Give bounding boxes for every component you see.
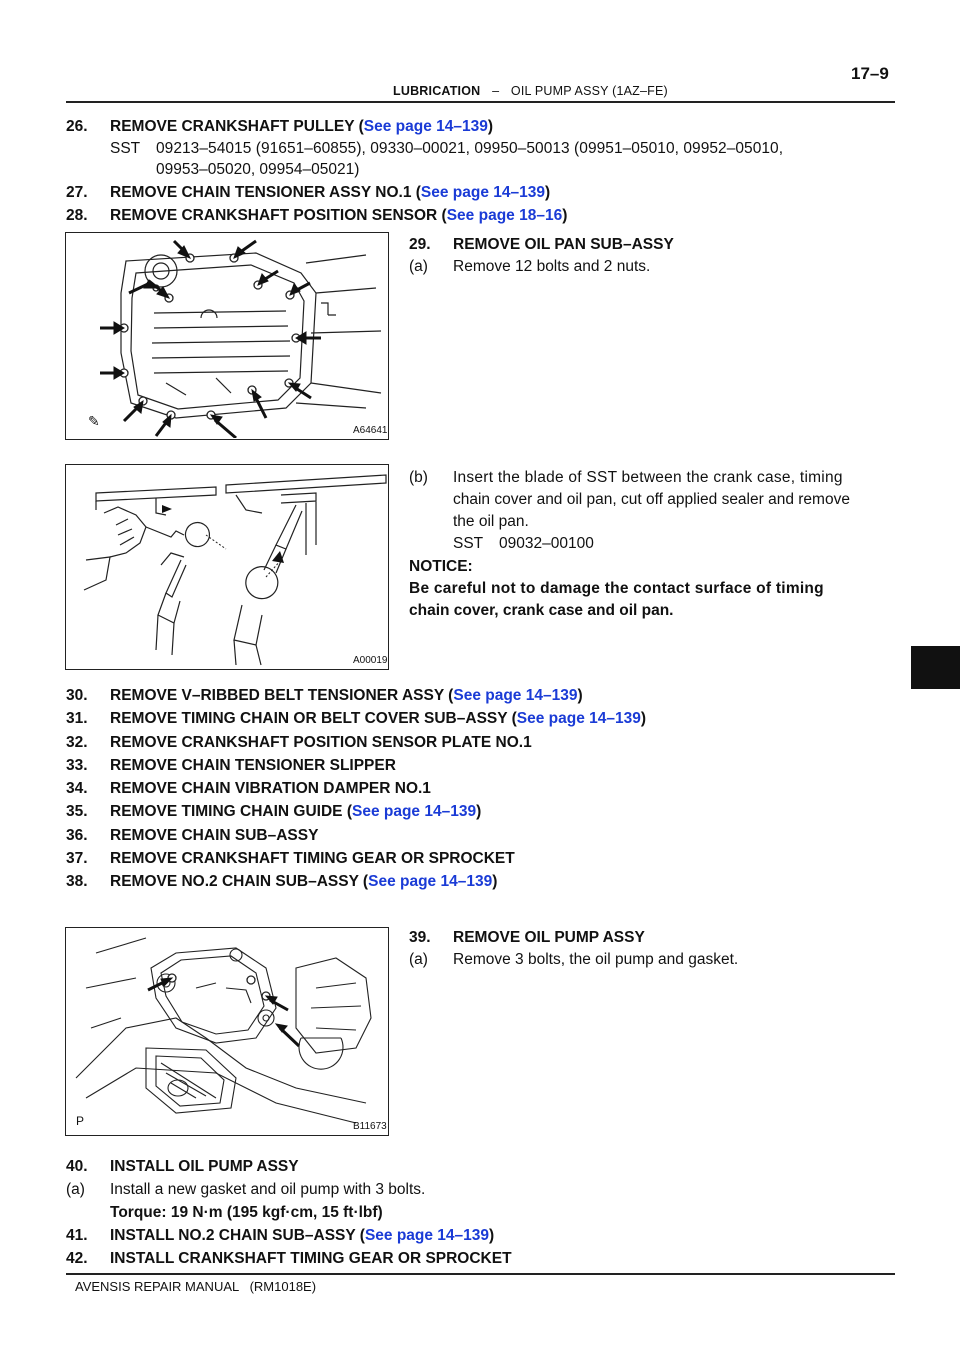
substep-text: Remove 12 bolts and 2 nuts.: [453, 258, 651, 275]
footer-text: AVENSIS REPAIR MANUAL (RM1018E): [75, 1279, 317, 1294]
step-29b-line2: chain cover and oil pan, cut off applied sealer and remove: [453, 491, 850, 508]
torque-spec: Torque: 19 N·m (195 kgf·cm, 15 ft·lbf): [110, 1204, 383, 1221]
step-29a: [409, 257, 651, 277]
oil-pump-figure: [65, 927, 389, 1136]
step-29b-line3: the oil pan.: [453, 513, 529, 530]
step-34: 34. REMOVE CHAIN VIBRATION DAMPER NO.1: [66, 780, 431, 797]
see-page-link[interactable]: See page 14–139: [363, 118, 488, 135]
sst-29b: [453, 534, 594, 554]
substep-label: (b): [409, 469, 428, 486]
notice-label: NOTICE:: [409, 558, 473, 575]
substep-label: (a): [409, 258, 428, 275]
step-29b: [409, 468, 843, 488]
step-32: 32. REMOVE CRANKSHAFT POSITION SENSOR PLATE NO.1: [66, 734, 532, 751]
section-name: LUBRICATION: [393, 84, 481, 98]
step-number: 26.: [66, 118, 88, 135]
step-38: 38. REMOVE NO.2 CHAIN SUB–ASSY (See page 14–139): [66, 873, 498, 890]
step-37: 37. REMOVE CRANKSHAFT TIMING GEAR OR SPROCKET: [66, 850, 515, 867]
pencil-mark-icon: ✎: [88, 413, 100, 429]
sst-blade-drawing: [66, 465, 387, 668]
header-rule: [66, 101, 895, 103]
step-29: [409, 235, 674, 255]
sst-26: [110, 139, 784, 159]
step-36: 36. REMOVE CHAIN SUB–ASSY: [66, 827, 319, 844]
oil-pan-figure: [65, 232, 389, 440]
step-33: 33. REMOVE CHAIN TENSIONER SLIPPER: [66, 757, 396, 774]
step-28: 28. REMOVE CRANKSHAFT POSITION SENSOR (See page 18–16): [66, 207, 568, 224]
subsection-name: OIL PUMP ASSY (1AZ–FE): [510, 84, 668, 98]
step-27: 27. REMOVE CHAIN TENSIONER ASSY NO.1 (See page 14–139): [66, 184, 551, 201]
figure-code: B11673: [353, 1121, 387, 1132]
section-header: [393, 84, 668, 98]
see-page-link[interactable]: See page 14–139: [351, 803, 477, 820]
sst-values-line1: 09213–54015 (91651–60855), 09330–00021, 09950–50013 (09951–05010, 09952–05010,: [156, 140, 784, 157]
step-number: 29.: [409, 236, 431, 253]
step-number: 28.: [66, 207, 88, 224]
step-26: 26. REMOVE CRANKSHAFT PULLEY (See page 14–139): [66, 118, 494, 135]
oil-pump-drawing: [66, 928, 387, 1134]
step-text: REMOVE CRANKSHAFT PULLEY (: [110, 118, 364, 135]
substep-text: Remove 3 bolts, the oil pump and gasket.: [453, 951, 739, 968]
step-39: [409, 928, 645, 948]
footer-rule: [66, 1273, 895, 1275]
step-text: REMOVE CRANKSHAFT POSITION SENSOR (: [110, 207, 447, 224]
step-41: 41. INSTALL NO.2 CHAIN SUB–ASSY (See page 14–139): [66, 1227, 495, 1244]
see-page-link[interactable]: See page 14–139: [368, 873, 493, 890]
see-page-link[interactable]: See page 14–139: [420, 184, 546, 201]
see-page-link[interactable]: See page 14–139: [453, 687, 578, 704]
step-number: 27.: [66, 184, 88, 201]
step-text: REMOVE OIL PAN SUB–ASSY: [453, 236, 674, 253]
step-40: 40. INSTALL OIL PUMP ASSY: [66, 1158, 299, 1175]
oil-pan-drawing: [66, 233, 387, 438]
step-number: 39.: [409, 929, 431, 946]
header-separator: –: [492, 84, 500, 98]
section-tab-marker: [911, 646, 960, 689]
notice-line2: chain cover, crank case and oil pan.: [409, 602, 674, 619]
substep-label: (a): [409, 951, 428, 968]
step-text: REMOVE OIL PUMP ASSY: [453, 929, 645, 946]
step-35: 35. REMOVE TIMING CHAIN GUIDE (See page 14–139): [66, 803, 482, 820]
step-31: 31. REMOVE TIMING CHAIN OR BELT COVER SUB–ASSY (See page 14–139): [66, 710, 647, 727]
notice-line1: Be careful not to damage the contact surface of timing: [409, 580, 824, 597]
see-page-link[interactable]: See page 14–139: [364, 1227, 490, 1244]
step-42: 42. INSTALL CRANKSHAFT TIMING GEAR OR SPROCKET: [66, 1250, 512, 1267]
step-text: REMOVE CHAIN TENSIONER ASSY NO.1 (: [110, 184, 421, 201]
sst-values-line2: 09953–05020, 09954–05021): [156, 161, 360, 178]
step-30: 30. REMOVE V–RIBBED BELT TENSIONER ASSY (See page 14–139): [66, 687, 583, 704]
see-page-link[interactable]: See page 14–139: [516, 710, 641, 727]
step-39a: [409, 950, 739, 970]
sst-blade-figure: [65, 464, 389, 670]
step-40a: (a) Install a new gasket and oil pump with 3 bolts.: [66, 1181, 426, 1198]
page-number: 17–9: [851, 64, 889, 83]
figure-code: A64641: [353, 425, 388, 436]
sst-value: 09032–00100: [499, 535, 594, 552]
sst-label: SST: [453, 535, 484, 552]
see-page-link[interactable]: See page 18–16: [446, 207, 563, 224]
sst-label: SST: [110, 140, 141, 157]
figure-mark: P: [76, 1114, 85, 1128]
substep-text: Insert the blade of SST between the crank case, timing: [453, 469, 843, 486]
figure-code: A00019: [353, 655, 388, 666]
